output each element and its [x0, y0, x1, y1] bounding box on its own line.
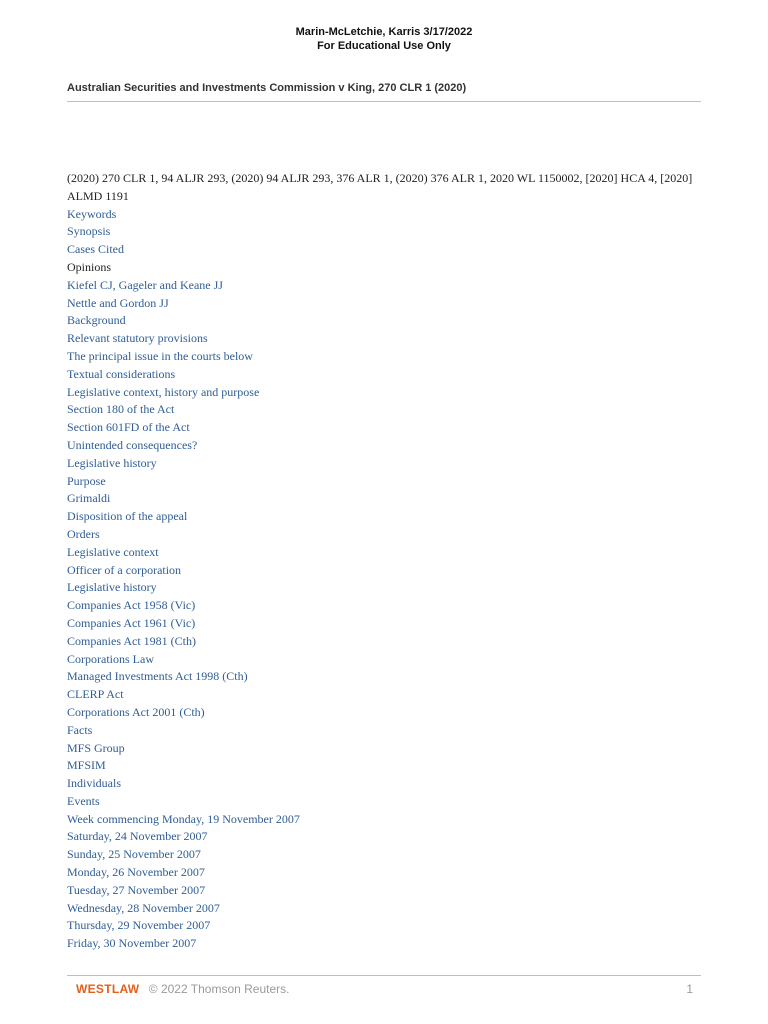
toc-link[interactable]: Legislative context	[67, 544, 159, 559]
westlaw-logo: WESTLAW	[76, 982, 140, 996]
toc-link[interactable]: Nettle and Gordon JJ	[67, 295, 169, 310]
toc-link[interactable]: Synopsis	[67, 224, 111, 239]
toc-link[interactable]: Friday, 30 November 2007	[67, 936, 197, 951]
copyright-notice: © 2022 Thomson Reuters.	[148, 982, 290, 996]
toc-link[interactable]: Section 180 of the Act	[67, 402, 175, 417]
toc-link[interactable]: Companies Act 1981 (Cth)	[67, 633, 196, 648]
toc-link[interactable]: Monday, 26 November 2007	[67, 865, 205, 880]
toc-link[interactable]: Officer of a corporation	[67, 562, 182, 577]
page-header	[0, 25, 768, 53]
table-of-contents	[67, 206, 707, 953]
user-date-line: Marin-McLetchie, Karris 3/17/2022	[295, 26, 473, 38]
toc-link[interactable]: Tuesday, 27 November 2007	[67, 882, 206, 897]
toc-link[interactable]: Sunday, 25 November 2007	[67, 847, 201, 862]
toc-link[interactable]: Cases Cited	[67, 242, 124, 257]
toc-link[interactable]: Kiefel CJ, Gageler and Keane JJ	[67, 277, 223, 292]
toc-link[interactable]: Companies Act 1958 (Vic)	[67, 598, 196, 613]
page-number: 1	[686, 982, 693, 996]
toc-link[interactable]: Wednesday, 28 November 2007	[67, 900, 220, 915]
toc-link[interactable]: MFS Group	[67, 740, 125, 755]
document-title: Australian Securities and Investments Commission v King, 270 CLR 1 (2020)	[67, 82, 701, 102]
toc-link[interactable]: Managed Investments Act 1998 (Cth)	[67, 669, 248, 684]
toc-link[interactable]: Individuals	[67, 776, 121, 791]
page-footer	[67, 975, 701, 1002]
toc-link[interactable]: Keywords	[67, 206, 117, 221]
toc-link[interactable]: The principal issue in the courts below	[67, 348, 253, 363]
toc-link[interactable]: Corporations Law	[67, 651, 154, 666]
toc-link[interactable]: Legislative history	[67, 580, 157, 595]
toc-link[interactable]: Background	[67, 313, 126, 328]
toc-link[interactable]: Facts	[67, 722, 93, 737]
toc-link[interactable]: Grimaldi	[67, 491, 111, 506]
toc-link[interactable]: Relevant statutory provisions	[67, 331, 208, 346]
toc-link[interactable]: Section 601FD of the Act	[67, 420, 190, 435]
toc-link[interactable]: Textual considerations	[67, 366, 176, 381]
toc-link[interactable]: Unintended consequences?	[67, 437, 198, 452]
toc-link[interactable]: Week commencing Monday, 19 November 2007	[67, 811, 300, 826]
document-body	[67, 170, 707, 953]
toc-link[interactable]: Purpose	[67, 473, 106, 488]
toc-link[interactable]: MFSIM	[67, 758, 106, 773]
toc-link[interactable]: CLERP Act	[67, 687, 124, 702]
educational-use-notice: For Educational Use Only	[317, 40, 451, 52]
toc-link[interactable]: Legislative context, history and purpose	[67, 384, 260, 399]
toc-link[interactable]: Saturday, 24 November 2007	[67, 829, 208, 844]
toc-link[interactable]: Companies Act 1961 (Vic)	[67, 615, 196, 630]
parallel-citations: (2020) 270 CLR 1, 94 ALJR 293, (2020) 94 ALJR 293, 376 ALR 1, (2020) 376 ALR 1, 2020 WL 1150002, [2020] HCA 4, [2020] ALMD 1191	[67, 171, 693, 203]
toc-link[interactable]: Orders	[67, 526, 100, 541]
toc-link[interactable]: Legislative history	[67, 455, 157, 470]
toc-link[interactable]: Thursday, 29 November 2007	[67, 918, 211, 933]
toc-heading: Opinions	[67, 259, 112, 274]
toc-link[interactable]: Disposition of the appeal	[67, 509, 188, 524]
toc-link[interactable]: Events	[67, 793, 100, 808]
toc-link[interactable]: Corporations Act 2001 (Cth)	[67, 704, 205, 719]
